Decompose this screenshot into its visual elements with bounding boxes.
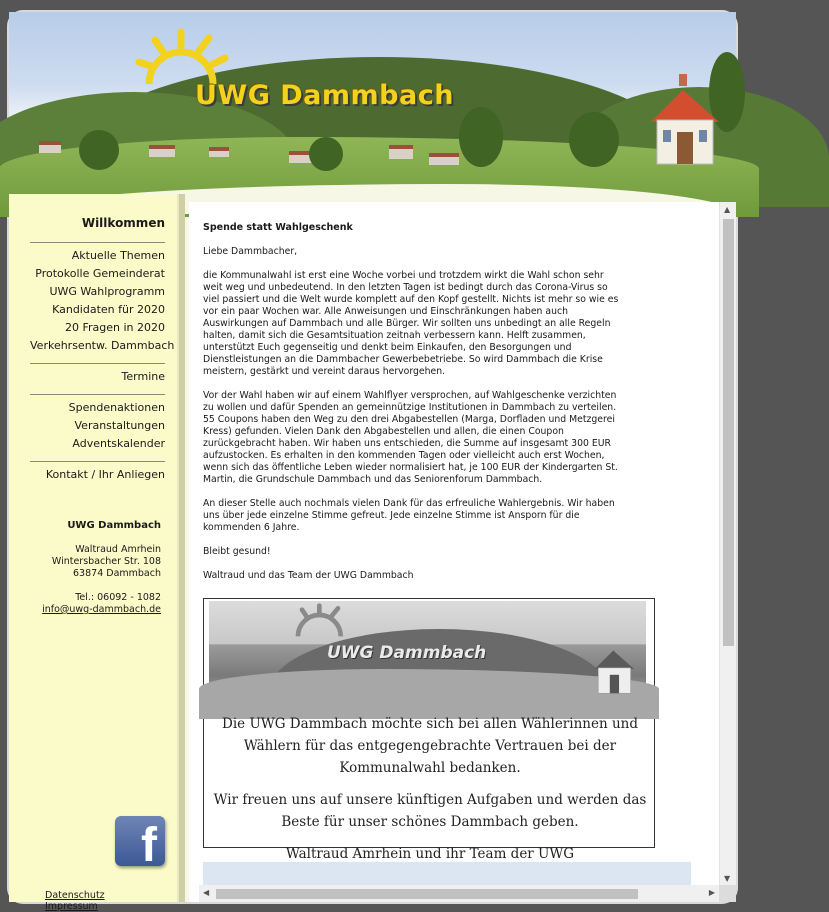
tree xyxy=(309,137,343,171)
nav-item-spendenaktionen[interactable]: Spendenaktionen xyxy=(68,401,165,414)
article xyxy=(203,222,623,594)
chapel-icon xyxy=(589,639,641,699)
nav-item-verkehrsentwicklung[interactable]: Verkehrsentw. Dammbach xyxy=(30,339,175,352)
scroll-down-icon[interactable]: ▼ xyxy=(724,874,731,883)
content-panel xyxy=(189,202,736,902)
nav-item-kandidaten[interactable]: Kandidaten für 2020 xyxy=(52,303,165,316)
grayscale-landscape-photo xyxy=(209,601,646,708)
article-greeting: Liebe Dammbacher, xyxy=(203,246,298,257)
address-street: Wintersbacher Str. 108 xyxy=(51,556,161,567)
tree xyxy=(569,112,619,167)
nav-item-20-fragen[interactable]: 20 Fragen in 2020 xyxy=(64,321,165,334)
article-paragraph: An dieser Stelle auch nochmals vielen Dank für das erfreuliche Wahlergebnis. Wir haben uns über jede einzelne Stimme gefreut. Jede einzelne Stimme ist Ansporn für die kommenden 6 Jahre. xyxy=(203,498,615,533)
horizontal-scrollbar[interactable] xyxy=(199,885,719,902)
scroll-left-icon[interactable]: ◀ xyxy=(203,888,210,897)
chapel-icon xyxy=(641,72,731,172)
scroll-up-icon[interactable]: ▲ xyxy=(724,205,731,214)
nav-divider xyxy=(30,242,165,243)
page-frame xyxy=(9,12,736,912)
thanks-line: Die UWG Dammbach möchte sich bei allen Wählerinnen und Wählern für das entgegengebrachte Vertrauen bei der Kommunalwahl bedanken. xyxy=(222,716,638,776)
nav-item-aktuelle-themen[interactable]: Aktuelle Themen xyxy=(71,249,165,262)
site-logo-text[interactable]: UWG Dammbach xyxy=(195,80,454,111)
thanks-signature: Waltraud Amrhein und ihr Team der UWG xyxy=(285,846,575,862)
article-paragraph: Bleibt gesund! xyxy=(203,546,271,557)
nav-item-adventskalender[interactable]: Adventskalender xyxy=(72,437,165,450)
nav-divider xyxy=(30,461,165,462)
nav-item-willkommen[interactable]: Willkommen xyxy=(81,216,165,230)
nav-item-wahlprogramm[interactable]: UWG Wahlprogramm xyxy=(49,285,165,298)
sun-logo-icon xyxy=(283,603,353,643)
tree xyxy=(79,130,119,170)
address-org: UWG Dammbach xyxy=(67,520,161,531)
nav-divider xyxy=(30,394,165,395)
imprint-link[interactable]: Impressum xyxy=(45,901,98,912)
address-city: 63874 Dammbach xyxy=(73,568,161,579)
facebook-icon[interactable]: f xyxy=(115,816,165,866)
card-logo-text: UWG Dammbach xyxy=(327,643,487,663)
nav-divider xyxy=(30,363,165,364)
article-signoff: Waltraud und das Team der UWG Dammbach xyxy=(203,570,414,581)
article-paragraph: die Kommunalwahl ist erst eine Woche vorbei und trotzdem wirkt die Wahl schon sehr weit weg und unbedeutend. In den letzten Tagen ist bedingt durch das Corona-Virus so viel passiert und die Welt wurde komplett auf den Kopf gestellt. Nichts ist mehr so wie es vor ein paar Wochen war. Alle Anweisungen und Einschränkungen haben auch Auswirkungen auf Dammbach und alle Bürger. Wir sollten uns unbedingt an alle Regeln halten, damit sich die Gesamtsituation zeitnah verbessern kann. Helft zusammen, unterstützt Euch gegenseitig und denkt beim Einkaufen, den Besorgungen und Dienstleistungen an die Dammbacher Gewerbebetriebe. So wird Dammbach die Krise meistern, gestärkt und vereint daraus hervorgehen. xyxy=(203,270,619,377)
legal-links xyxy=(45,890,179,912)
article-paragraph: Vor der Wahl haben wir auf einem Wahlflyer versprochen, auf Wahlgeschenke verzichten zu wollen und dafür Spenden an gemeinnützige Institutionen in Dammbach zu verteilen. 55 Coupons haben den Weg zu den drei Abgabestellen (Marga, Dorfladen und Metzgerei Kress) gefunden. Vielen Dank den Abgabestellen und allen, die einen Coupon zurückgebracht haben. Wir haben uns entschieden, die Summe auf insgesamt 300 EUR aufzustocken. Es erhalten in den kommenden Tagen oder vielleicht auch erst Wochen, wenn sich das öffentliche Leben wieder normalisiert hat, je 100 EUR der Kindergarten St. Martin, die Grundschule Dammbach und das Seniorenforum Dammbach. xyxy=(203,390,618,485)
nav-item-protokolle[interactable]: Protokolle Gemeinderat xyxy=(35,267,165,280)
thanks-line: Wir freuen uns auf unsere künftigen Aufgaben und werden das Beste für unser schönes Dammbach geben. xyxy=(213,792,647,830)
vertical-scrollbar[interactable] xyxy=(719,202,736,886)
thank-you-message xyxy=(204,713,656,875)
contact-address xyxy=(21,520,161,616)
scrollbar-corner xyxy=(719,885,736,902)
tree xyxy=(459,107,503,167)
scroll-right-icon[interactable]: ▶ xyxy=(708,888,715,897)
main-navigation xyxy=(30,214,175,484)
privacy-link[interactable]: Datenschutz xyxy=(45,890,105,901)
email-link[interactable]: info@uwg-dammbach.de xyxy=(42,604,161,615)
header-banner xyxy=(9,12,736,194)
thank-you-image xyxy=(203,598,655,862)
address-phone: Tel.: 06092 - 1082 xyxy=(75,592,161,603)
scrollbar-thumb[interactable] xyxy=(723,219,734,646)
nav-item-veranstaltungen[interactable]: Veranstaltungen xyxy=(74,419,165,432)
nav-item-termine[interactable]: Termine xyxy=(121,370,165,383)
nav-item-kontakt[interactable]: Kontakt / Ihr Anliegen xyxy=(45,468,165,481)
article-title: Spende statt Wahlgeschenk xyxy=(203,222,353,233)
scrollbar-thumb[interactable] xyxy=(216,889,638,899)
address-name: Waltraud Amrhein xyxy=(75,544,161,555)
sidebar xyxy=(9,194,185,912)
